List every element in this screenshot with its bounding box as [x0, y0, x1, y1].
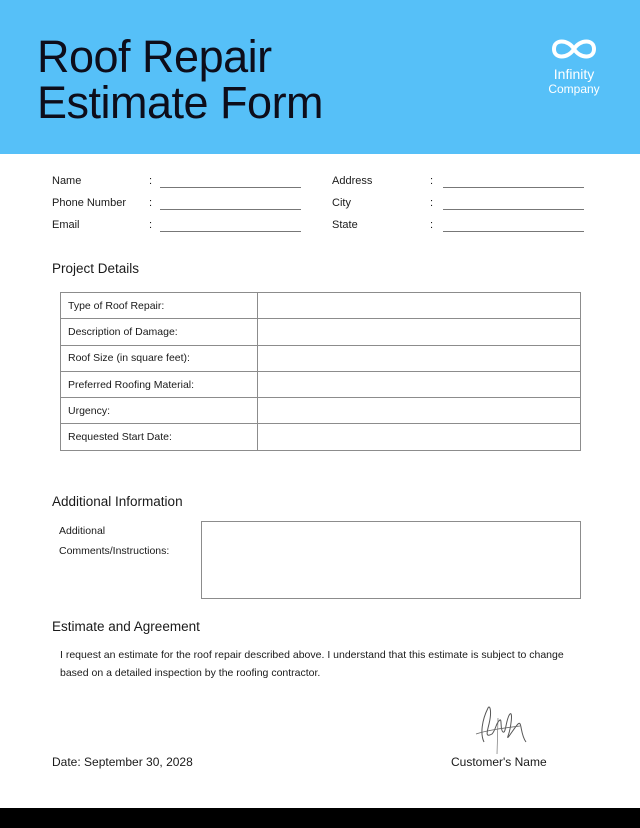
row-label: Preferred Roofing Material:: [61, 371, 258, 397]
state-colon: :: [430, 219, 434, 231]
form-title: [37, 31, 324, 128]
phone-number-label: Phone Number: [52, 197, 126, 209]
table-row: [61, 398, 581, 424]
additional-comments-box[interactable]: [201, 521, 581, 599]
table-row: [61, 293, 581, 319]
project-details-table: [60, 292, 581, 451]
name-field[interactable]: [160, 187, 301, 188]
city-field[interactable]: [443, 209, 584, 210]
city-colon: :: [430, 197, 434, 209]
row-label: Roof Size (in square feet):: [61, 345, 258, 371]
agreement-title: Estimate and Agreement: [52, 619, 200, 634]
row-value-cell[interactable]: [258, 345, 581, 371]
row-label: Description of Damage:: [61, 319, 258, 345]
row-value-cell[interactable]: [258, 398, 581, 424]
project-details-title: Project Details: [52, 261, 140, 276]
customer-name-label: Customer's Name: [451, 755, 547, 769]
name-label: Name: [52, 175, 82, 187]
date-text: Date: September 30, 2028: [52, 755, 193, 769]
address-colon: :: [430, 175, 434, 187]
additional-label-line-2: Comments/Instructions:: [59, 545, 170, 557]
company-logo: [538, 34, 610, 96]
title-line-2: Estimate Form: [37, 77, 324, 128]
additional-comments-label: [59, 521, 169, 561]
email-label: Email: [52, 219, 80, 231]
row-value-cell[interactable]: [258, 293, 581, 319]
state-field[interactable]: [443, 231, 584, 232]
agreement-text: I request an estimate for the roof repair described above. I understand that this estimate is subject to change based on a detailed inspection by the roofing contractor.: [60, 649, 564, 679]
table-row: [61, 371, 581, 397]
row-label: Type of Roof Repair:: [61, 293, 258, 319]
table-row: [61, 319, 581, 345]
table-row: [61, 345, 581, 371]
additional-label-line-1: Additional: [59, 525, 106, 537]
logo-name: Infinity: [553, 66, 595, 82]
header-banner: [0, 0, 640, 154]
title-line-1: Roof Repair: [37, 31, 272, 82]
row-label: Urgency:: [61, 398, 258, 424]
email-field[interactable]: [160, 231, 301, 232]
city-label: City: [332, 197, 351, 209]
phone-number-colon: :: [149, 197, 153, 209]
row-label: Requested Start Date:: [61, 424, 258, 450]
address-field[interactable]: [443, 187, 584, 188]
phone-number-field[interactable]: [160, 209, 301, 210]
row-value-cell[interactable]: [258, 424, 581, 450]
state-label: State: [332, 219, 358, 231]
email-colon: :: [149, 219, 153, 231]
signature-image: [470, 698, 534, 756]
name-colon: :: [149, 175, 153, 187]
footer-bar: [0, 808, 640, 828]
row-value-cell[interactable]: [258, 319, 581, 345]
additional-info-title: Additional Information: [52, 494, 183, 509]
row-value-cell[interactable]: [258, 371, 581, 397]
infinity-icon: [546, 34, 602, 64]
address-label: Address: [332, 175, 373, 187]
logo-subtitle: Company: [548, 82, 600, 96]
table-row: [61, 424, 581, 450]
